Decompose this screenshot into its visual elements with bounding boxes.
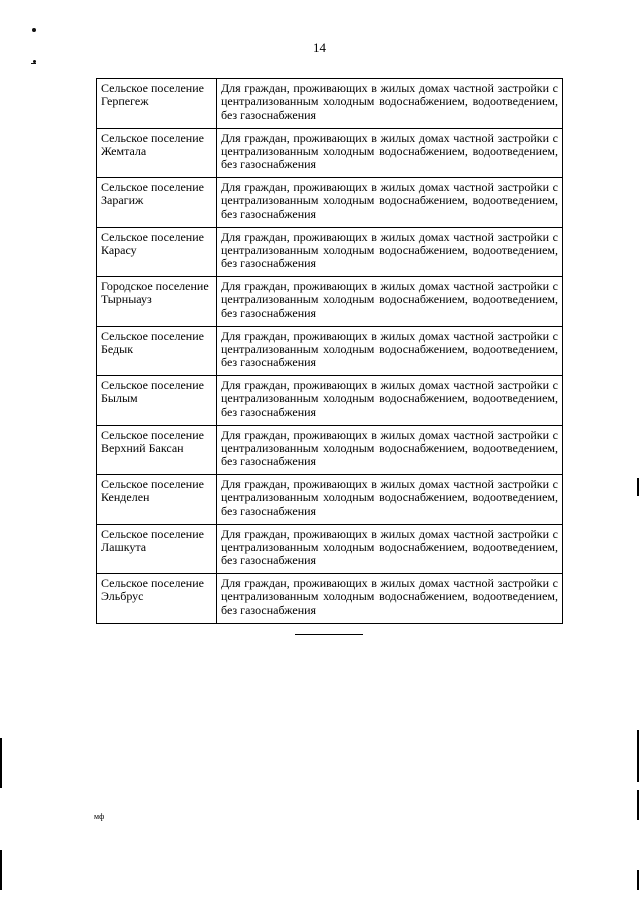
scan-edge-mark [0,850,2,890]
settlement-name: Сельское поселение Жемтала [97,128,217,178]
consumer-category: Для граждан, проживающих в жилых домах частной застройки с централизованным холодным водоснабжением, водоотведением, без газоснабжения [217,277,563,327]
settlement-name: Сельское поселение Лашкута [97,524,217,574]
scan-mark-dot [32,28,36,32]
consumer-category: Для граждан, проживающих в жилых домах частной застройки с централизованным холодным водоснабжением, водоотведением, без газоснабжения [217,376,563,426]
settlement-name: Сельское поселение Кенделен [97,475,217,525]
consumer-category: Для граждан, проживающих в жилых домах частной застройки с централизованным холодным водоснабжением, водоотведением, без газоснабжения [217,178,563,228]
settlement-name: Сельское поселение Герпегеж [97,79,217,129]
table-row [97,128,563,178]
consumer-category: Для граждан, проживающих в жилых домах частной застройки с централизованным холодным водоснабжением, водоотведением, без газоснабжения [217,227,563,277]
consumer-category: Для граждан, проживающих в жилых домах частной застройки с централизованным холодным водоснабжением, водоотведением, без газоснабжения [217,128,563,178]
table-row [97,227,563,277]
table-row [97,277,563,327]
table-row [97,79,563,129]
table-row [97,326,563,376]
footer-code: мф [94,812,105,821]
tariff-table [96,78,563,624]
table-row [97,425,563,475]
settlement-name: Сельское поселение Бедык [97,326,217,376]
consumer-category: Для граждан, проживающих в жилых домах частной застройки с централизованным холодным водоснабжением, водоотведением, без газоснабжения [217,524,563,574]
table-row [97,524,563,574]
page-number: 14 [313,40,326,55]
scan-edge-mark [0,738,2,788]
scan-mark-dash [31,63,36,64]
consumer-category: Для граждан, проживающих в жилых домах частной застройки с централизованным холодным водоснабжением, водоотведением, без газоснабжения [217,425,563,475]
consumer-category: Для граждан, проживающих в жилых домах частной застройки с централизованным холодным водоснабжением, водоотведением, без газоснабжения [217,326,563,376]
settlement-name: Сельское поселение Верхний Баксан [97,425,217,475]
table-row [97,574,563,624]
end-of-table-divider [295,634,363,635]
settlement-name: Сельское поселение Былым [97,376,217,426]
consumer-category: Для граждан, проживающих в жилых домах частной застройки с централизованным холодным водоснабжением, водоотведением, без газоснабжения [217,574,563,624]
consumer-category: Для граждан, проживающих в жилых домах частной застройки с централизованным холодным водоснабжением, водоотведением, без газоснабжения [217,79,563,129]
settlement-name: Сельское поселение Карасу [97,227,217,277]
consumer-category: Для граждан, проживающих в жилых домах частной застройки с централизованным холодным водоснабжением, водоотведением, без газоснабжения [217,475,563,525]
table-row [97,178,563,228]
table-row [97,475,563,525]
settlement-name: Сельское поселение Эльбрус [97,574,217,624]
table-body [97,79,563,624]
settlement-name: Сельское поселение Зарагиж [97,178,217,228]
table-row [97,376,563,426]
settlement-name: Городское поселение Тырныауз [97,277,217,327]
